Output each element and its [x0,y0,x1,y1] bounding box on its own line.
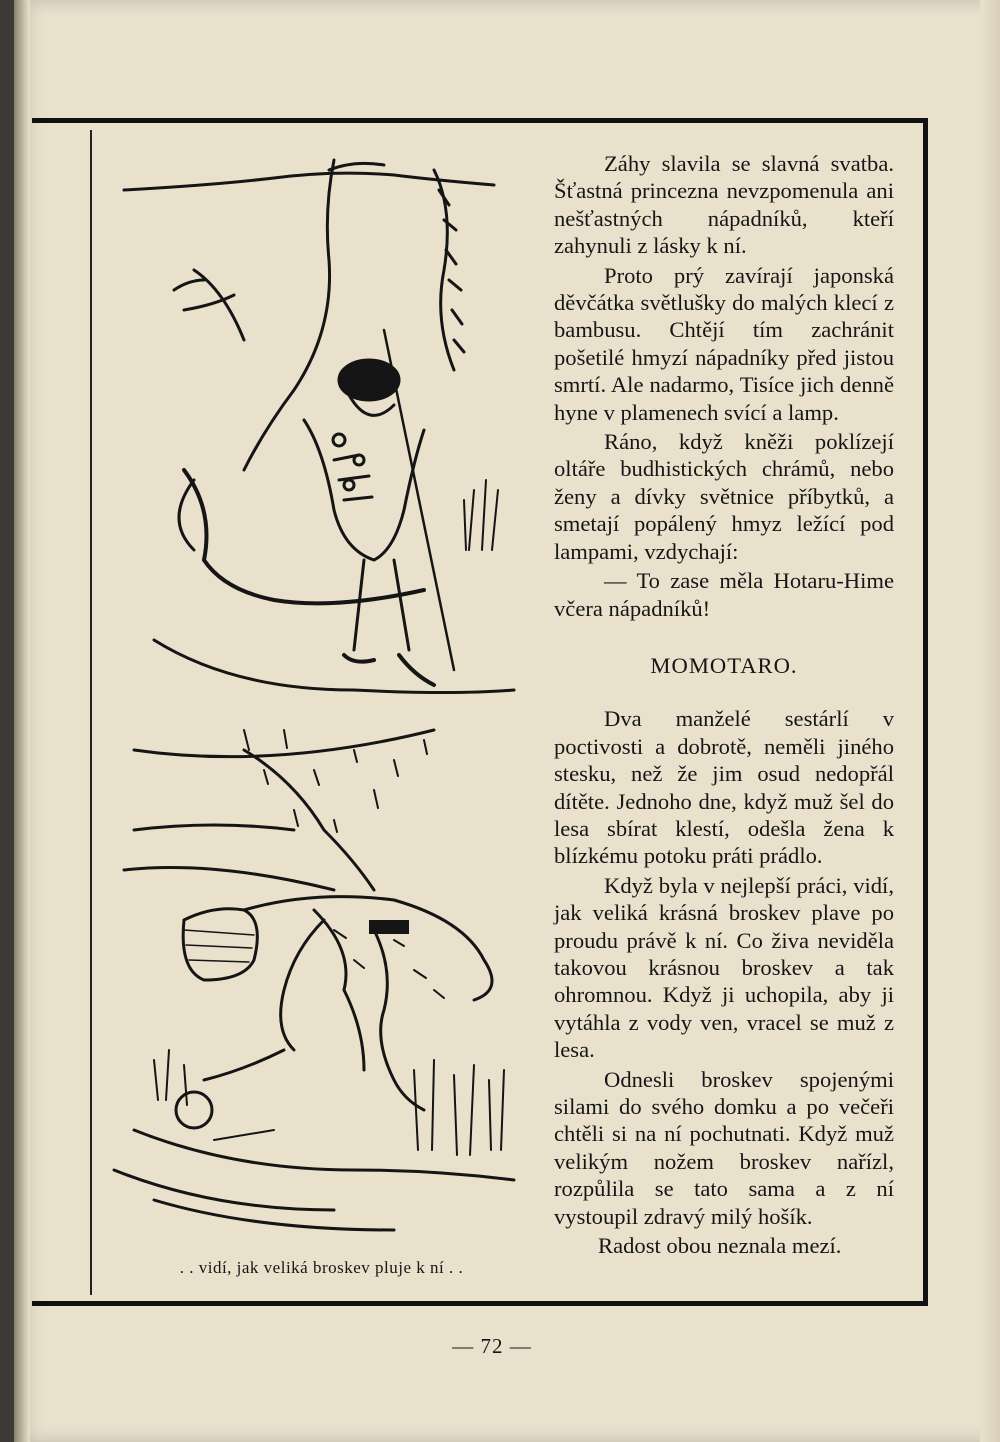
paragraph: Radost obou neznala mezí. [598,1233,842,1259]
illustration-woodcut [94,130,524,1255]
paragraph: — To zase měla Hotaru-Hime včera nápadníků! [554,568,894,621]
section-heading: MOMOTARO. [650,652,798,678]
paragraph: Když byla v nejlepší práci, vidí, jak veliká krásná broskev plave po proudu právě k ní. Co živa neviděla takovou krásnou broskev a tak ohromnou. Když ji uchopila, aby ji vytáhla z vody ven, vracel se muž z lesa. [554,872,894,1063]
paragraph: Ráno, když kněži poklízejí oltáře budhistických chrámů, nebo ženy a dívky světnice příbytků, a smetají popálený hmyz ležící pod lampami, vzdychají: [554,429,894,564]
paragraph: Záhy slavila se slavná svatba. Šťastná princezna nevzpomenula ani nešťastných nápadníků, kteří zahynuli z lásky k ní. [554,151,894,259]
paragraph: Proto prý zavírají japonská děvčátka světlušky do malých klecí z bambusu. Chtějí tím zachránit pošetilé hmyzí nápadníky před jistou smrtí. Ale nadarmo, Tisíce jich denně hyne v plamenech svící a lamp. [554,262,894,425]
page-number [14,1334,1000,1359]
paragraph: Dva manželé sestárlí v poctivosti a dobrotě, neměli jiného stesku, než že jim osud nedopřál dítěte. Jednoho dne, když muž šel do lesa sbírat klestí, odešla žena k blízkému potoku práti prádlo. [554,706,894,869]
frame-inner-rule [90,130,92,1295]
text-column [554,150,894,1259]
book-spine [14,0,30,1442]
book-page [14,0,1000,1442]
page-number-label: — 72 — [452,1334,532,1358]
page-edge [980,0,1000,1442]
paragraph: Odnesli broskev spojenými silami do svého domku a po večeři chtěli si na ní pochutnati. Když muž velikým nožem broskev nařízl, rozpůlila se tato sama a z ní vystoupil zdravý milý hošík. [554,1066,894,1229]
illustration-caption: . . vidí, jak veliká broskev pluje k ní . . [179,1258,464,1277]
